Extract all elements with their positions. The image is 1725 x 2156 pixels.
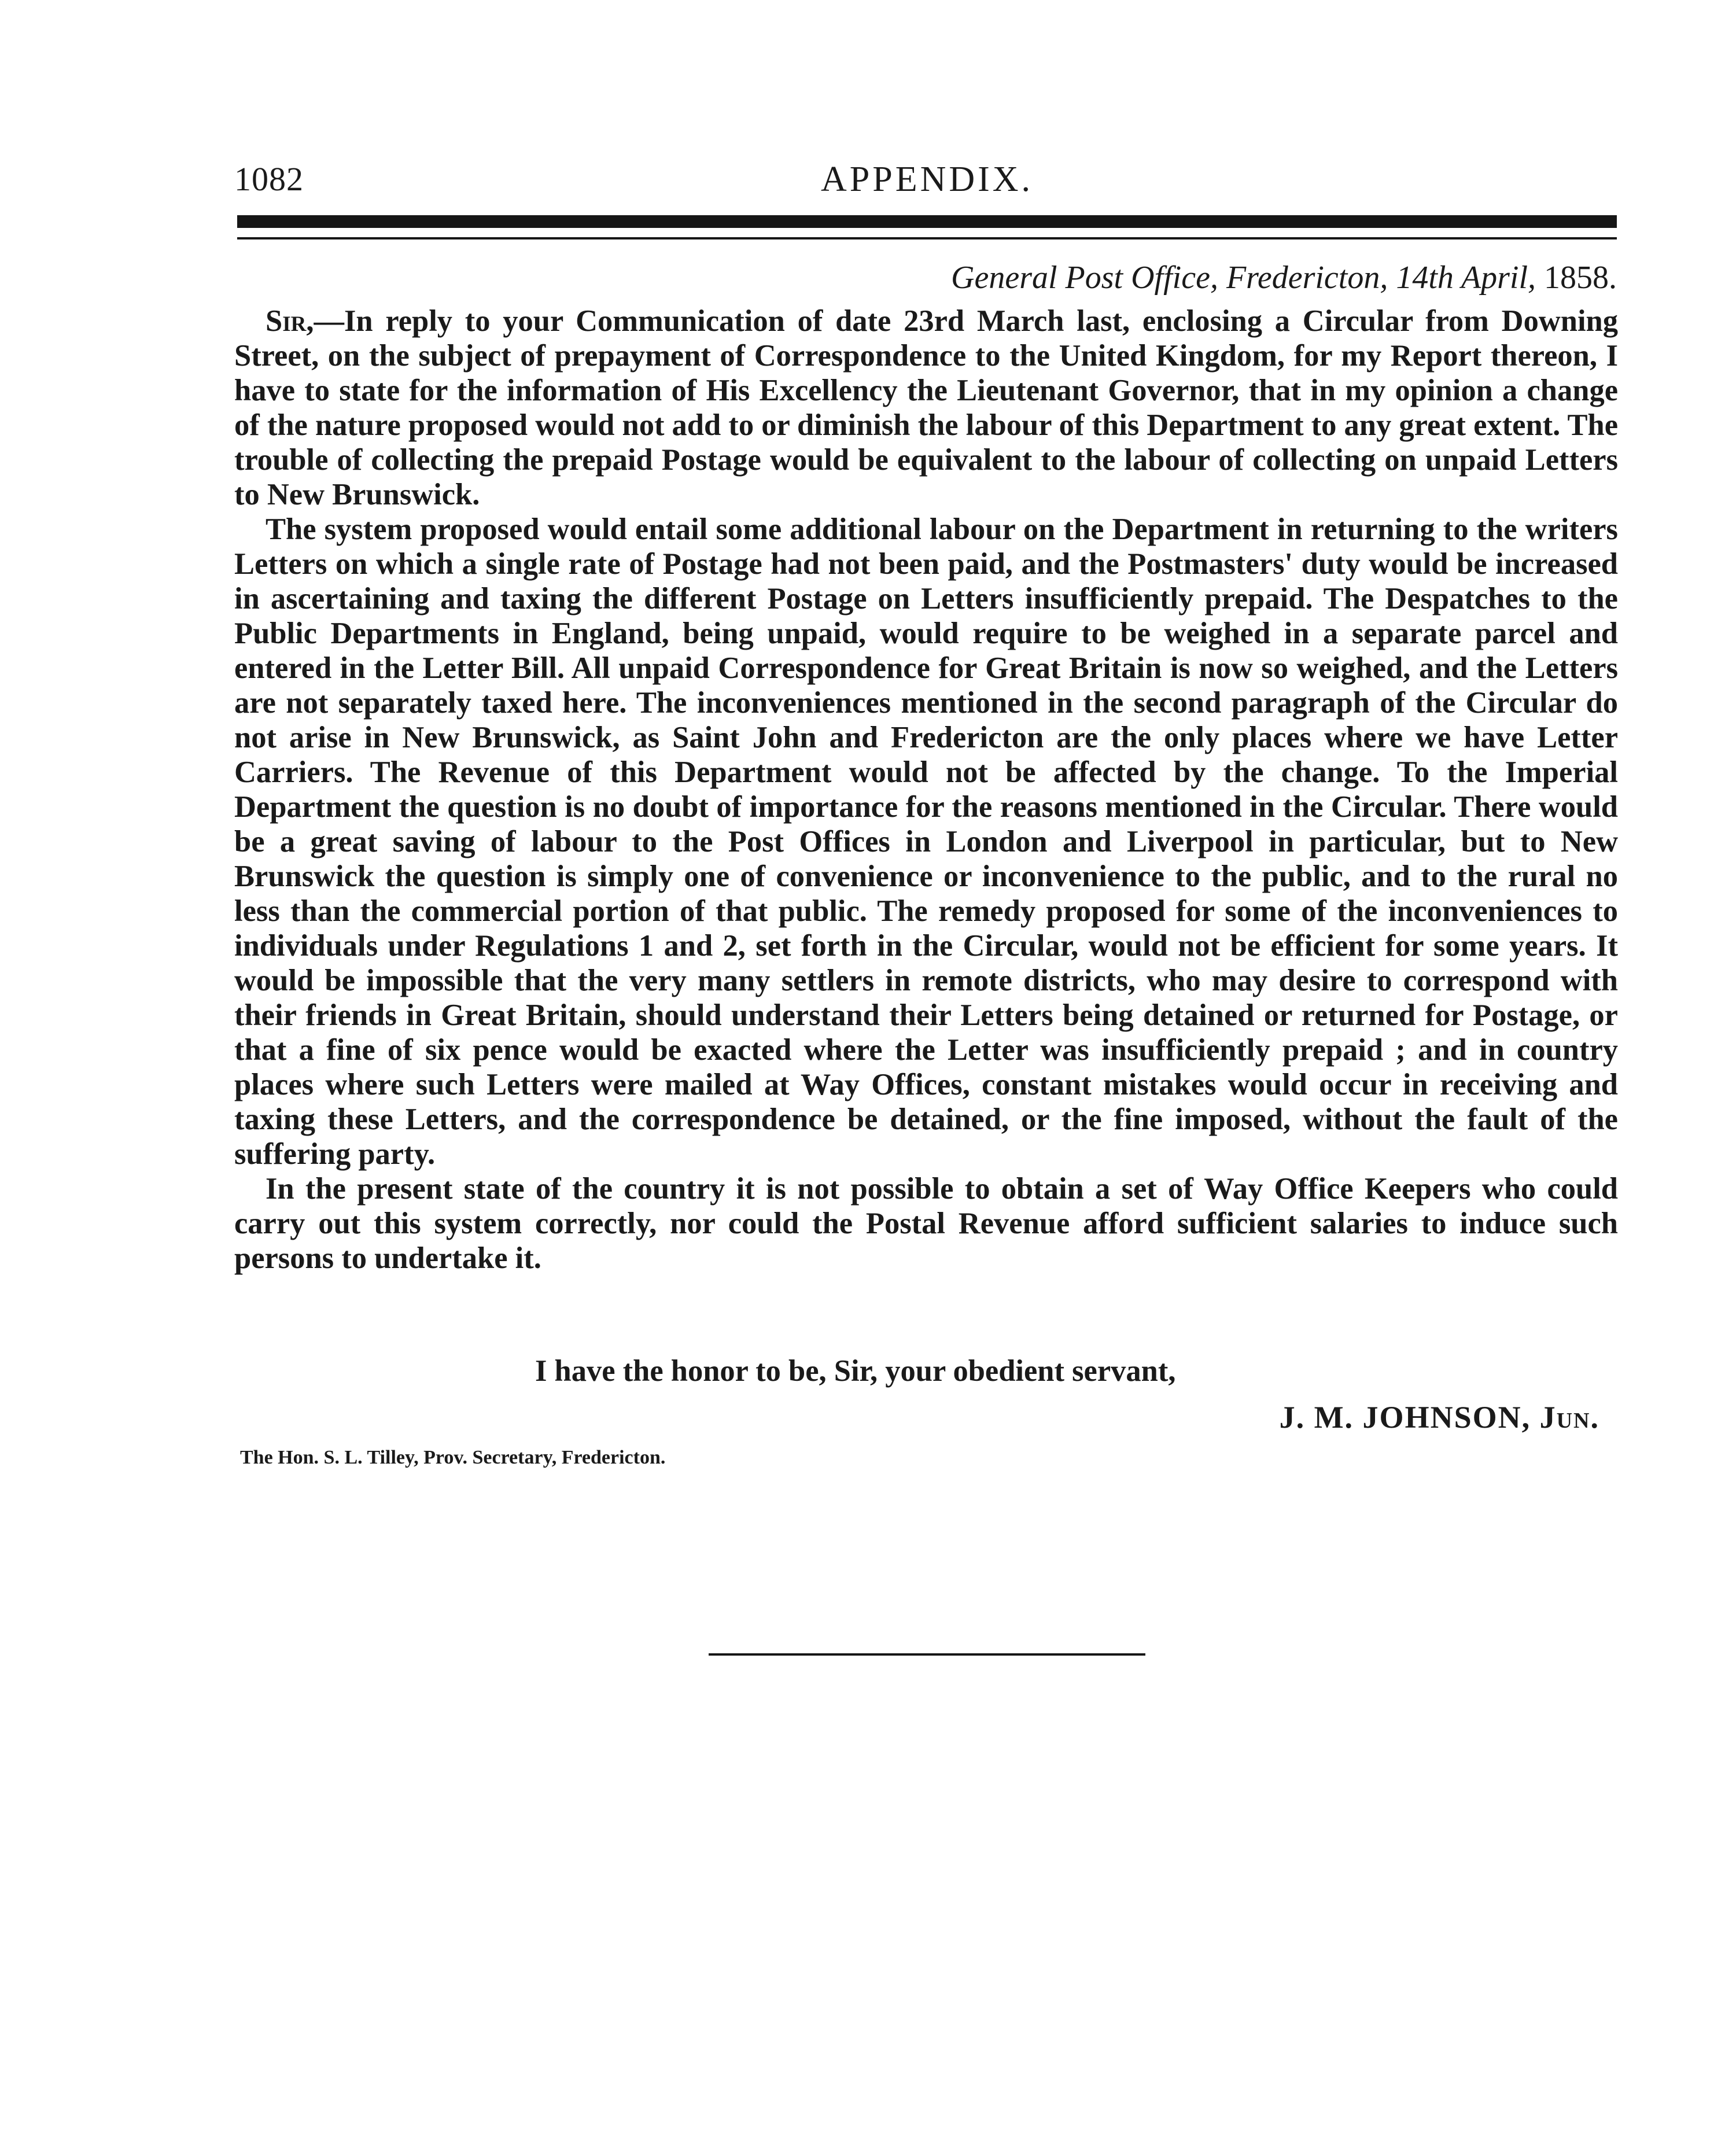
- end-rule: [709, 1653, 1145, 1656]
- page-number: 1082: [234, 160, 304, 198]
- letter-dateline: [234, 255, 1617, 301]
- dateline-place: General Post Office, Fredericton, 14th April,: [951, 260, 1536, 296]
- header-rule-thick: [237, 215, 1617, 228]
- letter-closing: [234, 1354, 1618, 1388]
- letter-body: [234, 304, 1618, 1276]
- section-title: APPENDIX.: [820, 160, 1034, 199]
- addressee: The Hon. S. L. Tilley, Prov. Secretary, Fredericton.: [240, 1447, 666, 1468]
- dateline-year: 1858.: [1544, 260, 1617, 296]
- letter-paragraph-3: In the present state of the country it is not possible to obtain a set of Way Office Keepers who could carry out this system correctly, nor could the Postal Revenue afford sufficient salaries to induce such persons to undertake it.: [234, 1172, 1618, 1275]
- running-head: [234, 153, 1620, 205]
- letter-salutation: Sir,: [266, 304, 314, 338]
- signature: [234, 1397, 1599, 1438]
- closing-line: I have the honor to be, Sir, your obedient servant,: [535, 1354, 1176, 1388]
- header-rule-thin: [237, 237, 1617, 239]
- letter-paragraph-1: [234, 304, 1618, 512]
- letter-paragraph-2: The system proposed would entail some additional labour on the Department in returning to the writers Letters on which a single rate of Postage had not been paid, and the Postmasters' duty would be increased in ascertaining and taxing the different Postage on Letters insufficiently prepaid. The Despatches to the Public Departments in England, being unpaid, would require to be weighed in a separate parcel and entered in the Letter Bill. All unpaid Correspondence for Great Britain is now so weighed, and the Letters are not separately taxed here. The inconveniences mentioned in the second paragraph of the Circular do not arise in New Brunswick, as Saint John and Fredericton are the only places where we have Letter Carriers. The Revenue of this Department would not be affected by the change. To the Imperial Department the question is no doubt of importance for the reasons mentioned in the Circular. There would be a great saving of labour to the Post Offices in London and Liverpool in particular, but to New Brunswick the question is simply one of convenience or inconvenience to the public, and to the rural no less than the commercial portion of that public. The remedy proposed for some of the inconveniences to individuals under Regulations 1 and 2, set forth in the Circular, would not be efficient for some years. It would be impossible that the very many settlers in remote districts, who may desire to correspond with their friends in Great Britain, should understand their Letters being detained or returned for Postage, or that a fine of six pence would be exacted where the Letter was insufficiently prepaid ; and in country places where such Letters were mailed at Way Offices, constant mistakes would occur in receiving and taxing these Letters, and the correspondence be detained, or the fine imposed, without the fault of the suffering party.: [234, 513, 1618, 1171]
- paragraph-text: —In reply to your Communication of date 23rd March last, enclosing a Circular from Downing Street, on the subject of prepayment of Correspondence to the United Kingdom, for my Report thereon, I have to state for the information of His Excellency the Lieutenant Governor, that in my opinion a change of the nature proposed would not add to or diminish the labour of this Department to any great extent. The trouble of collecting the prepaid Postage would be equivalent to the labour of collecting on unpaid Letters to New Brunswick.: [234, 304, 1618, 511]
- signature-name: J. M. JOHNSON,: [1279, 1400, 1531, 1435]
- signature-suffix: Jun.: [1539, 1400, 1599, 1435]
